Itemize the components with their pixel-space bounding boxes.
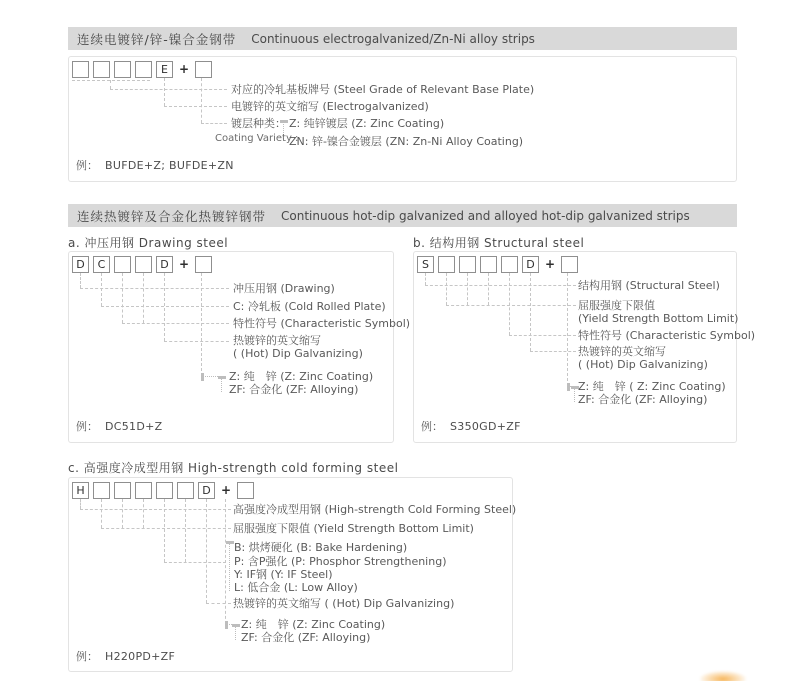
connector-line [101,306,229,307]
connector-line [467,273,468,305]
label-yield-strength-en: (Yield Strength Bottom Limit) [578,312,739,325]
connector-line [110,80,111,89]
label-characteristic: 特性符号 (Characteristic Symbol) [233,317,411,330]
connector-brace [229,541,230,591]
connector-line [164,341,229,342]
code-box-empty [72,61,89,78]
connector-line [201,273,202,376]
connector-line [101,499,102,528]
connector-line [143,499,144,528]
connector-line [122,273,123,323]
example-prefix: 例： [76,420,98,433]
connector-line [567,273,568,386]
subsection-a-title: a. 冲压用钢 Drawing steel [68,236,229,250]
code-box-empty [114,482,131,499]
connector-line [80,288,229,289]
code-box-empty [561,256,578,273]
connector-line [164,273,165,341]
example-line [76,157,234,173]
example-code: DC51D+Z [105,420,163,433]
connector-line [446,305,576,306]
code-box-empty [93,482,110,499]
connector-line [80,509,231,510]
connector-line [201,123,227,124]
structural-steel-code-boxes [417,256,582,273]
code-box-s: S [417,256,434,273]
connector-line [206,499,207,603]
connector-line [80,273,81,288]
connector-brace [235,624,236,640]
label-hdg-abbr-en: ( (Hot) Dip Galvanizing) [578,358,708,371]
connector-line [80,499,81,509]
option-zf: ZF: 合金化 (ZF: Alloying) [578,393,708,406]
option-znni-coating: ZN: 锌-镍合金镀层 (ZN: Zn-Ni Alloy Coating) [289,135,524,148]
connector-line [122,323,229,324]
code-box-h: H [72,482,89,499]
option-z: Z: 纯 锌 ( Z: Zinc Coating) [578,380,726,393]
connector-line [110,89,227,90]
subsection-b-title: b. 结构用钢 Structural steel [413,236,585,250]
code-box-empty [459,256,476,273]
eg-code-boxes [72,61,216,78]
label-drawing: 冲压用钢 (Drawing) [233,282,335,295]
connector-line [206,603,231,604]
example-prefix: 例： [76,159,98,172]
option-phosphor: P: 含P强化 (P: Phosphor Strengthening) [234,555,447,568]
connector-brace [221,376,222,392]
connector-brace [567,386,577,387]
example-code: H220PD+ZF [105,650,176,663]
structural-steel-panel [413,251,756,443]
code-box-d: D [522,256,539,273]
example-prefix: 例： [76,650,98,663]
label-yield-strength: 屈服强度下限值 [578,299,655,312]
code-box-empty [195,256,212,273]
subsection-c-title: c. 高强度冷成型用钢 High-strength cold forming steel [68,461,399,475]
code-box-d: D [72,256,89,273]
connector-line [164,78,165,106]
option-bake-hardening: B: 烘烤硬化 (B: Bake Hardening) [234,541,408,554]
connector-line [101,273,102,306]
connector-line [164,562,226,563]
example-code: S350GD+ZF [450,420,521,433]
example-line [76,418,162,434]
connector-line [425,285,576,286]
cold-forming-steel-panel [68,477,517,672]
label-base-plate: 对应的冷轧基板牌号 (Steel Grade of Relevant Base Plate) [231,83,535,96]
connector-line [225,499,226,624]
drawing-steel-panel [68,251,411,443]
option-z: Z: 纯 锌 (Z: Zinc Coating) [229,370,374,383]
connector-line [164,499,165,562]
code-box-empty [114,61,131,78]
code-box-empty [438,256,455,273]
section-hdg-title-en: Continuous hot-dip galvanized and alloyed hot-dip galvanized strips [281,208,690,223]
section-eg-header-bar [68,27,737,50]
label-coating-en: Coating Variety : [215,133,299,144]
connector-line [425,273,426,285]
connector-line [164,106,227,107]
code-box-empty [114,256,131,273]
connector-brace [225,624,238,625]
option-zinc-coating: Z: 纯锌镀层 (Z: Zinc Coating) [289,117,445,130]
plus-sign: + [179,62,190,76]
label-yield-strength: 屈服强度下限值 (Yield Strength Bottom Limit) [233,522,474,535]
connector-line [488,273,489,305]
option-zf: ZF: 合金化 (ZF: Alloying) [229,383,359,396]
connector-line [509,273,510,335]
code-box-empty [177,482,194,499]
connector-line [530,351,576,352]
connector-brace [574,386,575,402]
code-box-empty [195,61,212,78]
label-eg-abbr: 电镀锌的英文缩写 (Electrogalvanized) [231,100,429,113]
cold-forming-code-boxes [72,482,258,499]
connector-line [101,528,231,529]
section-eg-title-zh: 连续电镀锌/锌-镍合金钢带 [77,31,237,47]
connector-line [530,273,531,351]
label-characteristic: 特性符号 (Characteristic Symbol) [578,329,756,342]
code-box-d: D [156,256,173,273]
section-hdg-title-zh: 连续热镀锌及合金化热镀锌钢带 [77,208,267,224]
label-structural: 结构用钢 (Structural Steel) [578,279,720,292]
code-box-empty [135,482,152,499]
code-box-empty [93,61,110,78]
label-cold-rolled: C: 冷轧板 (Cold Rolled Plate) [233,300,386,313]
plus-sign: + [545,257,556,271]
section-hdg-header-bar [68,204,737,227]
code-box-empty [135,256,152,273]
example-line [76,648,175,664]
connector-line [201,78,202,123]
connector-line [122,499,123,528]
code-box-e: E [156,61,173,78]
connector-line [143,273,144,323]
section-eg-title-en: Continuous electrogalvanized/Zn-Ni alloy strips [251,31,535,46]
label-hdg-abbr: 热镀锌的英文缩写 [233,334,321,347]
label-hdg-abbr-en: ( (Hot) Dip Galvanizing) [233,347,363,360]
connector-line [509,335,576,336]
code-box-empty [156,482,173,499]
label-cold-forming: 高强度冷成型用钢 (High-strength Cold Forming Steel) [233,503,517,516]
drawing-steel-code-boxes [72,256,216,273]
label-hdg-abbr: 热镀锌的英文缩写 ( (Hot) Dip Galvanizing) [233,597,455,610]
code-box-c: C [93,256,110,273]
connector-line [446,273,447,305]
logo-glow-decoration [700,671,746,681]
plus-sign: + [179,257,190,271]
code-box-empty [135,61,152,78]
example-line [421,418,521,434]
code-box-empty [480,256,497,273]
connector-line [185,499,186,562]
label-coating-zh: 镀层种类： [231,117,286,130]
connector-bracket [72,80,150,81]
option-if-steel: Y: IF钢 (Y: IF Steel) [234,568,333,581]
code-box-empty [501,256,518,273]
code-box-d: D [198,482,215,499]
label-hdg-abbr: 热镀锌的英文缩写 [578,345,666,358]
option-z: Z: 纯 锌 (Z: Zinc Coating) [241,618,386,631]
example-code: BUFDE+Z; BUFDE+ZN [105,159,234,172]
plus-sign: + [221,483,232,497]
example-prefix: 例： [421,420,443,433]
option-zf: ZF: 合金化 (ZF: Alloying) [241,631,371,644]
eg-diagram-panel [68,56,737,182]
code-box-empty [237,482,254,499]
option-low-alloy: L: 低合金 (L: Low Alloy) [234,581,358,594]
